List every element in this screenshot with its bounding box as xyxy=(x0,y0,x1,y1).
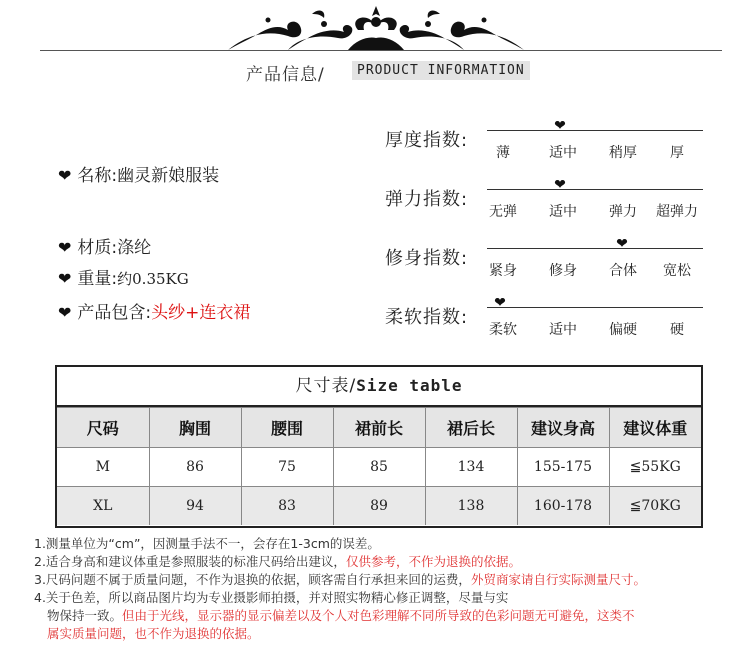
table-cell: M xyxy=(57,448,149,487)
size-table-caption-en: Size table xyxy=(356,376,463,395)
table-cell: 160-178 xyxy=(517,487,609,526)
product-weight-value: 约0.35KG xyxy=(117,270,189,288)
table-header-cell: 裙后长 xyxy=(425,408,517,448)
scale-option: 薄 xyxy=(496,145,510,161)
table-header-cell: 裙前长 xyxy=(333,408,425,448)
table-header-cell: 尺码 xyxy=(57,408,149,448)
note-3 xyxy=(34,571,746,589)
page-title: 产品信息/ xyxy=(246,65,325,85)
note-2-text: 2.适合身高和建议体重是参照服装的标准尺码给出建议， xyxy=(34,554,346,569)
scale-label: 弹力指数: xyxy=(385,189,469,210)
product-name-row xyxy=(58,161,219,186)
table-header-cell: 建议体重 xyxy=(609,408,701,448)
product-material-label: 材质: xyxy=(77,238,118,258)
table-cell: 94 xyxy=(149,487,241,526)
table-cell: 138 xyxy=(425,487,517,526)
table-row xyxy=(57,487,701,526)
scale-label: 修身指数: xyxy=(385,248,469,269)
scale-option: 修身 xyxy=(549,263,577,279)
table-cell: 89 xyxy=(333,487,425,526)
size-table-grid xyxy=(57,407,701,525)
scale-marker-heart-icon: ❤ xyxy=(494,295,506,311)
scale-line xyxy=(487,248,703,249)
table-header-cell: 腰围 xyxy=(241,408,333,448)
scale-option: 宽松 xyxy=(663,263,691,279)
note-4-continued xyxy=(34,607,746,625)
table-cell: XL xyxy=(57,487,149,526)
scale-line xyxy=(487,130,703,131)
scale-line xyxy=(487,307,703,308)
note-2-warning: 仅供参考，不作为退换的依据。 xyxy=(345,554,521,569)
scale-option: 适中 xyxy=(549,145,577,161)
elasticity-scale xyxy=(385,177,705,233)
table-cell: 155-175 xyxy=(517,448,609,487)
header-divider xyxy=(40,50,722,51)
heart-icon: ❤ xyxy=(58,166,72,185)
scale-option: 柔软 xyxy=(489,322,517,338)
scale-marker-heart-icon: ❤ xyxy=(554,177,566,193)
note-2 xyxy=(34,553,746,571)
fit-scale xyxy=(385,236,705,292)
table-cell: ≦55KG xyxy=(609,448,701,487)
product-name-label: 名称: xyxy=(77,166,118,186)
scale-option: 适中 xyxy=(549,204,577,220)
table-cell: ≦70KG xyxy=(609,487,701,526)
scale-option: 无弹 xyxy=(489,204,517,220)
scale-option: 硬 xyxy=(670,322,684,338)
heart-icon: ❤ xyxy=(58,303,72,322)
thickness-scale xyxy=(385,118,705,174)
product-weight-row xyxy=(58,264,189,289)
table-cell: 86 xyxy=(149,448,241,487)
size-table-caption xyxy=(57,367,701,407)
notes-section xyxy=(34,535,746,643)
note-4-warning: 但由于光线，显示器的显示偏差以及个人对色彩理解不同所导致的色彩问题无可避免，这类不 xyxy=(122,608,635,623)
floral-ornament-icon xyxy=(228,4,524,50)
product-name-value: 幽灵新娘服装 xyxy=(117,166,220,186)
scale-label: 柔软指数: xyxy=(385,307,469,328)
table-cell: 75 xyxy=(241,448,333,487)
scale-line xyxy=(487,189,703,190)
size-table xyxy=(55,365,703,528)
note-1: 1.测量单位为“cm”，因测量手法不一，会存在1-3cm的误差。 xyxy=(34,536,380,551)
scale-option: 超弹力 xyxy=(656,204,698,220)
note-4: 4.关于色差，所以商品图片均为专业摄影师拍摄，并对照实物精心修正调整，尽量与实 xyxy=(34,590,509,605)
table-cell: 83 xyxy=(241,487,333,526)
product-weight-label: 重量: xyxy=(77,269,118,289)
table-header-row xyxy=(57,408,701,448)
scale-option: 合体 xyxy=(609,263,637,279)
note-3-text: 3.尺码问题不属于质量问题，不作为退换的依据，顾客需自行承担来回的运费， xyxy=(34,572,471,587)
note-4-continued-2 xyxy=(34,625,746,643)
note-4-text-2: 物保持一致。 xyxy=(47,608,123,623)
table-row xyxy=(57,448,701,487)
note-4-warning-2: 属实质量问题，也不作为退换的依据。 xyxy=(47,626,260,641)
scale-option: 紧身 xyxy=(489,263,517,279)
table-header-cell: 建议身高 xyxy=(517,408,609,448)
size-table-caption-cn: 尺寸表/ xyxy=(295,376,357,396)
product-contents-value: 头纱+连衣裙 xyxy=(151,303,251,323)
product-contents-row xyxy=(58,298,250,323)
product-material-row xyxy=(58,233,151,258)
softness-scale xyxy=(385,295,705,351)
note-3-warning: 外贸商家请自行实际测量尺寸。 xyxy=(470,572,646,587)
scale-option: 偏硬 xyxy=(609,322,637,338)
scale-option: 适中 xyxy=(549,322,577,338)
scale-option: 稍厚 xyxy=(609,145,637,161)
scale-marker-heart-icon: ❤ xyxy=(616,236,628,252)
page-subtitle: PRODUCT INFORMATION xyxy=(352,61,530,80)
scale-option: 弹力 xyxy=(609,204,637,220)
scale-option: 厚 xyxy=(670,145,684,161)
table-header-cell: 胸围 xyxy=(149,408,241,448)
scale-label: 厚度指数: xyxy=(385,130,469,151)
table-cell: 134 xyxy=(425,448,517,487)
product-contents-label: 产品包含: xyxy=(77,303,152,323)
heart-icon: ❤ xyxy=(58,238,72,257)
product-material-value: 涤纶 xyxy=(117,238,152,258)
heart-icon: ❤ xyxy=(58,269,72,288)
scale-marker-heart-icon: ❤ xyxy=(554,118,566,134)
table-cell: 85 xyxy=(333,448,425,487)
